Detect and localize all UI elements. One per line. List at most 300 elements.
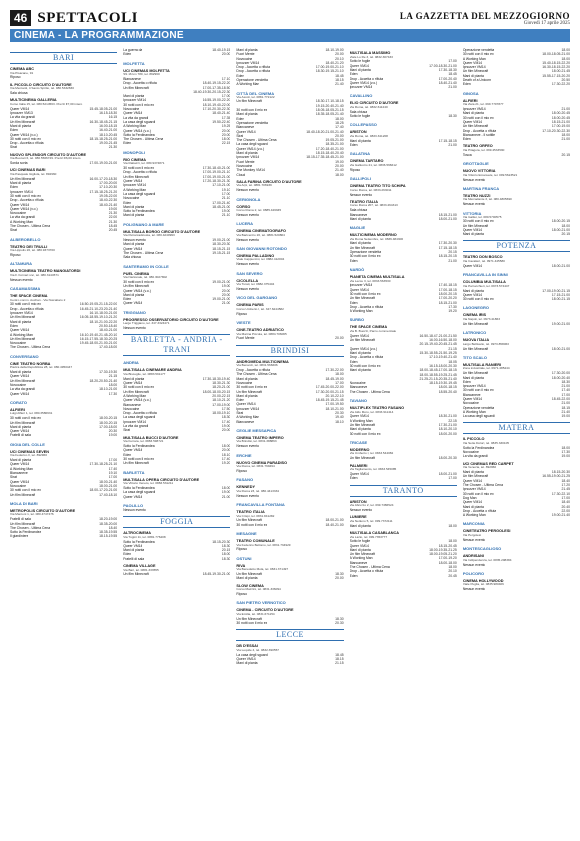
film-title: Queer VM14	[462, 119, 483, 124]
showtimes: 21.40	[335, 168, 344, 173]
cinema-name: MULTICINEMA GALLERIA	[10, 98, 57, 103]
cinema-address: Via Brindisi, tel. 0831.388863	[236, 439, 277, 444]
film-title: 30 notti con il mio ex	[236, 522, 268, 527]
film-title: The Chosen - Ultima Cena	[10, 525, 51, 530]
showtimes: 17.00	[221, 191, 231, 196]
film-title: Queer VM14	[123, 111, 143, 116]
cinema-name: KENNEDY	[236, 485, 255, 490]
showtimes: 18.05-18.05-21.15	[315, 108, 344, 113]
screening-row	[350, 217, 457, 221]
film-title: Queer VM14	[349, 543, 369, 548]
film-title: Drop - Accetta o rifiuta	[349, 76, 384, 81]
showtimes: 20.00	[335, 163, 344, 168]
showtimes: 18.00-21.00	[325, 518, 344, 523]
showtimes: 18.45	[448, 72, 457, 77]
town-heading: TITO SCALO	[462, 354, 487, 360]
film-title: Mani di pianta	[462, 504, 484, 509]
film-title: Un film Minecraft	[10, 420, 36, 425]
showtimes: 18.00	[335, 116, 344, 121]
cinema-address: Via Crispi, tel. 0831.841282	[236, 513, 275, 518]
showtimes: 18.45-19.30-21.00	[202, 572, 231, 577]
showtimes: 18.00	[221, 552, 231, 557]
film-title: Mani di pianta	[462, 232, 484, 237]
showtimes: 21.30	[108, 145, 118, 150]
film-title: A Working Man	[123, 187, 147, 192]
showtimes: 18.20-19.00	[99, 517, 118, 522]
film-title: Nessun evento	[236, 237, 260, 242]
film-title: Queer VM14	[349, 414, 369, 419]
showtimes: 20.00	[335, 576, 344, 581]
film-title: Eden	[10, 128, 18, 133]
film-title: 30 notti con il mio ex	[123, 166, 155, 171]
listing-column	[350, 48, 457, 838]
screening-row	[463, 414, 570, 418]
film-title: Drop - Accetta o rifiuta	[462, 128, 497, 133]
film-title: Nessun evento	[236, 212, 260, 217]
film-title: The Chosen - Ultima Cena	[462, 483, 503, 488]
film-title: Queer VM14	[123, 381, 143, 386]
city-heading: BARI	[10, 52, 117, 64]
film-title: Drop - Accetta o rifiuta	[10, 198, 44, 203]
cinema-address: Via Ferrara, tel. 0883.598721	[123, 439, 164, 444]
town-heading: MONTESCAGLIOSO	[462, 546, 502, 552]
town-heading: MAGLIE	[349, 225, 366, 231]
cinema-address: Via Indipendenza, tel. 0835.208384	[462, 557, 512, 562]
film-title: Sala chiusa	[10, 91, 28, 96]
showtimes: 17.40-18.15	[438, 283, 457, 288]
showtimes: 19.00-21.00	[212, 297, 231, 302]
screening-row	[236, 312, 343, 316]
showtimes: 18.00-21.00	[551, 227, 571, 232]
city-heading: BRINDISI	[236, 345, 343, 357]
film-title: Mani di pianta	[349, 427, 371, 432]
showtimes: 19.05-21.00	[325, 138, 344, 143]
screening-row	[463, 322, 570, 326]
showtimes: 16.15-17.55-18.30-20.25	[79, 336, 118, 341]
showtimes: 20.00	[335, 336, 344, 341]
listing-column	[10, 48, 117, 838]
showtimes: 18.25	[335, 120, 344, 125]
film-title: Nessun evento	[349, 192, 373, 197]
film-title: Ipnozzer VM14	[349, 85, 373, 90]
showtimes: 21.00	[561, 401, 571, 406]
showtimes: 18.35-21.00	[325, 142, 344, 147]
film-title: Riposo	[349, 167, 361, 172]
screening-row	[123, 326, 230, 330]
showtimes: 17.30-21.00	[438, 422, 457, 427]
showtimes: 21.15	[335, 661, 344, 666]
film-title: Queer VM14 (v.o.)	[123, 398, 151, 403]
cinema-name: THE SPACE CINEMA	[349, 325, 388, 330]
showtimes: 18.10	[335, 419, 344, 424]
showtimes: 18.20-20.50-21.40	[89, 378, 118, 383]
film-title: Queer VM14	[236, 129, 256, 134]
cinema-address: Via Lippolis 26, tel. 080.9373700	[10, 248, 55, 253]
screening-row	[236, 188, 343, 192]
cinema-name: MULTICINEMA MODERNO	[349, 233, 397, 238]
film-title: Mani di pianta	[462, 375, 484, 380]
town-heading: ANDRIA	[123, 360, 139, 366]
showtimes: 17.30	[108, 391, 118, 396]
film-title: Biancaneve	[349, 560, 368, 565]
cinema-name: ALFIERI	[462, 98, 478, 103]
town-heading: CITTÀ DEL CINEMA	[236, 90, 275, 96]
showtimes: 18.45	[335, 652, 344, 657]
film-title: Nessun evento	[462, 562, 486, 567]
showtimes: 18.00-20.15	[438, 291, 457, 296]
film-title: Mani di pianta	[349, 67, 371, 72]
cinema-name: TEATRO DON BOSCO	[462, 255, 503, 260]
listing-columns	[10, 48, 570, 838]
town-heading: CAVALLINO	[349, 93, 373, 99]
screening-row	[236, 494, 343, 498]
screening-row	[350, 456, 457, 460]
film-title: Sirat	[236, 133, 244, 138]
screening-row	[463, 513, 570, 517]
showtimes: 20.15	[561, 232, 571, 237]
film-title: 30 notti con il mio ex	[10, 416, 41, 421]
cinema-address: Zona industriale, tel. 0971.485444	[462, 366, 510, 371]
film-title: Novocaine	[123, 196, 140, 201]
film-title: Mani di pianta	[462, 73, 484, 78]
showtimes: 17.00	[448, 476, 457, 481]
film-title: A Working Man	[462, 513, 486, 518]
showtimes: 18.00-17.20-21.00	[89, 488, 118, 493]
film-title: La casa degli sguardi	[236, 652, 269, 657]
showtimes: 18.40-21.40	[212, 111, 231, 116]
showtimes: 17.00-18.30-21.00	[429, 63, 457, 68]
cinema-name: COLUMBIA MULTISALA	[462, 280, 506, 285]
film-title: Dog Man	[462, 495, 477, 500]
film-title: Un film Minecraft	[123, 389, 149, 394]
town-heading: CORATO	[10, 399, 27, 405]
film-title: A Working Man	[462, 56, 486, 61]
showtimes: 19.25	[221, 124, 231, 129]
film-title: Tosca	[462, 152, 472, 157]
film-title: Un film Minecraft	[123, 284, 149, 289]
film-title: Sirat	[10, 145, 17, 150]
showtimes: 18.00	[335, 372, 344, 377]
showtimes: 18.10-21.00-22.20	[89, 319, 118, 324]
town-heading: ALTAMURA	[10, 261, 33, 267]
town-heading: GALATINA	[349, 151, 370, 157]
showtimes: 18.00-20.15	[99, 420, 118, 425]
screening-row	[236, 621, 343, 625]
screening-row	[236, 661, 343, 665]
film-title: Biancaneve	[123, 402, 141, 407]
film-title: Drop - Accetta o rifiuta	[123, 81, 157, 86]
cinema-address: Corso Roma 2, tel. 0885.426945	[236, 208, 282, 213]
film-title: Drop - Accetta o rifiuta	[236, 368, 270, 373]
showtimes: 20.30	[335, 620, 344, 625]
film-title: Riposo	[10, 253, 21, 258]
screening-row	[10, 91, 117, 95]
cinema-name: ELIO CIRCUITO D'AUTORE	[349, 101, 399, 106]
showtimes: 21.00	[561, 137, 571, 142]
film-title: The Monkey VM14	[236, 168, 265, 173]
showtimes: 18.00	[561, 48, 571, 52]
film-title: Queer VM14	[10, 328, 30, 333]
showtimes: 22.00	[108, 215, 118, 220]
screening-row	[350, 508, 457, 512]
film-title: 30 notti con il mio ex	[10, 488, 41, 493]
showtimes: 18.15	[335, 78, 344, 83]
film-title: Un film Minecraft	[236, 518, 262, 523]
cinema-address: Largo Bellisario, tel. 0973.858063	[462, 341, 509, 346]
film-title: Drop - Accetta o rifiuta	[349, 569, 384, 574]
film-title: 30 notti con il mio ex	[123, 456, 155, 461]
film-title: Queer VM14	[462, 263, 483, 268]
cinema-address: Corso Roma 207, tel. 0833.264313	[349, 203, 398, 208]
film-title: 30 notti con il mio ex	[349, 363, 381, 368]
showtimes: 18.20-21.00	[212, 385, 231, 390]
cinema-address: Via Ascoli, tel. 0881.772122	[236, 94, 275, 99]
film-title: Mani di pianta	[236, 376, 258, 381]
town-heading: MOLFETTA	[123, 60, 145, 66]
showtimes: 17.00-19.20	[438, 556, 457, 561]
showtimes: 17.10-21.00	[212, 183, 231, 188]
film-title: Drop - Accetta o rifiuta	[10, 306, 44, 311]
showtimes: 16.15-18.30	[99, 111, 118, 116]
cinema-address: Via Federico II, tel. 892960	[10, 453, 47, 458]
showtimes: 20.45	[448, 573, 457, 578]
showtimes: 17.10	[221, 76, 231, 81]
screening-row	[123, 495, 230, 499]
cinema-address: Via Abruzzo 2, tel. 099.7386524	[349, 503, 394, 508]
screening-row	[123, 557, 230, 561]
showtimes: 18.15	[561, 405, 571, 410]
showtimes: 17.15-18.15	[438, 245, 457, 250]
showtimes: 21.45	[561, 487, 571, 492]
cinema-address: Via Nettuno 5, tel. 099.7372111	[349, 518, 393, 523]
cinema-address: Via Venezia, tel. 892960	[462, 465, 497, 470]
cinema-address: Via Roma, tel. 0831.769494	[236, 464, 275, 469]
showtimes: 20.00	[221, 288, 231, 293]
screening-row	[123, 428, 230, 432]
cinema-address: Via Roma Settembre, tel. 0836.484300	[349, 236, 404, 241]
film-title: Queer VM14	[462, 397, 483, 401]
film-title: Un film Minecraft	[462, 69, 489, 74]
film-title: Sotto le foglie	[349, 539, 371, 544]
film-title: Eden	[462, 137, 471, 142]
film-title: Mani di pianta	[10, 458, 32, 463]
showtimes: 18.00	[221, 137, 231, 142]
showtimes: 18.35-19.55	[99, 530, 118, 535]
showtimes: 18.00-21.00	[551, 263, 571, 268]
cinema-name: UCI CINEMAS RED CARPET	[462, 461, 514, 466]
film-title: Mani di pianta	[349, 523, 371, 528]
screening-row	[463, 153, 570, 157]
film-title: Novocaine	[236, 56, 253, 61]
cinema-name: LUMIERE	[349, 515, 367, 520]
showtimes: 17.30-22.00	[325, 368, 344, 373]
showtimes: 18.00-18.55-19.25-21.45	[419, 372, 457, 377]
screening-row	[463, 202, 570, 206]
film-title: Biancaneve	[349, 385, 368, 390]
cinema-name: CINEMA VILLAGE	[123, 564, 156, 568]
page-header	[10, 8, 570, 28]
film-title: Eden	[462, 379, 471, 384]
film-title: Eden	[349, 573, 358, 578]
cinema-address: Via Galluccio 21, tel. 0836.566612	[349, 163, 397, 168]
town-heading: VIESTE	[236, 319, 251, 325]
film-title: A Working Man	[349, 556, 373, 561]
showtimes: 17.40-18.00	[99, 345, 118, 350]
town-heading: COLLEPASSO	[349, 122, 377, 128]
film-title: Eden	[123, 297, 132, 302]
cinema-address: Via B. Buozzi, Parco commerciale	[349, 329, 397, 334]
film-title: Cloud	[236, 172, 246, 177]
film-title: Un film Minecraft	[349, 552, 376, 557]
cinema-name: ARISTON	[349, 499, 367, 504]
town-heading: FRANCAVILLA IN SINNI	[462, 272, 508, 278]
cinema-name: MULTISALA RANIERI	[462, 362, 501, 367]
screening-row	[350, 193, 457, 197]
cinema-address: Via F. Fornari snc, tel. 080.3144571	[10, 272, 59, 277]
screening-row	[463, 538, 570, 542]
showtimes: 18.30-17.10-18.15	[315, 99, 344, 104]
showtimes: 16.30-18.45-21.15	[89, 119, 118, 124]
cinema-name: MULTICINEMA TEATRO MANGIATORDI	[10, 269, 81, 274]
showtimes: 21.25-21.15-20.35-21.40	[419, 376, 457, 381]
cinema-address: Via Lequile 4, tel. 0832.390557	[236, 647, 280, 652]
showtimes: 16.55-19.00-22.20	[202, 98, 231, 103]
showtimes: 17.00-19.50	[325, 402, 344, 407]
screening-row	[350, 168, 457, 172]
town-heading: SAN PIETRO VERNOTICO	[236, 600, 286, 606]
cinema-name: CINEMA TEATRO TITO SCHIPA	[349, 184, 406, 189]
showtimes: 18.15-18.40-20.40	[315, 151, 344, 156]
screening-row	[236, 262, 343, 266]
showtimes: 19.00-21.00	[212, 238, 231, 243]
film-title: Queer VM14	[349, 63, 369, 68]
showtimes: 17.00	[561, 495, 571, 500]
showtimes: 18.10-19.00	[325, 48, 344, 52]
film-title: Queer VM14 (v.o.)	[349, 80, 378, 85]
film-title: Mani di pianta	[10, 319, 32, 324]
film-title: Nessun evento	[462, 537, 486, 542]
film-title: Riposo	[236, 468, 247, 473]
film-title: Sirat	[10, 228, 17, 233]
showtimes: 21.15	[448, 346, 457, 351]
cinema-address: Piazza della Repubblica 28, tel. 080.4950447	[10, 365, 73, 370]
page-number: 46	[10, 10, 31, 26]
cinema-address: Via Sette Dolori, tel. 0835.330105	[462, 441, 510, 446]
film-title: Operazione vendetta	[349, 250, 382, 255]
showtimes: 16.10-19.40-21.45-20.10	[79, 332, 118, 337]
film-title: Mani di pianta	[10, 181, 32, 186]
film-title: Sotto la Ferdinandea	[123, 132, 155, 137]
film-title: Operazione vendetta	[236, 78, 268, 83]
town-heading: FRANCAVILLA FONTANA	[236, 501, 285, 507]
showtimes: 22.15	[221, 141, 231, 146]
town-heading: SAN GIOVANNI ROTONDO	[236, 245, 287, 251]
cinema-address: Via Bisceglie, tel. 0883.591177	[123, 372, 166, 377]
showtimes: 17.00	[108, 475, 118, 480]
cinema-name: CINEMA PARIS	[236, 303, 264, 308]
film-title: Eden	[10, 185, 18, 190]
film-title: Sirat	[123, 428, 131, 433]
programming-band: CINEMA - LA PROGRAMMAZIONE	[10, 29, 570, 42]
showtimes: 16.00-16.50-18.00	[429, 338, 457, 343]
film-title: Sirat	[10, 475, 17, 480]
town-heading: ALBEROBELLO	[10, 236, 41, 242]
showtimes: 18.30	[561, 379, 571, 384]
showtimes: 18.15-20.15	[438, 254, 457, 259]
screening-row	[123, 52, 230, 56]
showtimes: 18.45	[108, 224, 118, 229]
film-title: Mani di pianta	[462, 470, 484, 475]
screening-row	[463, 82, 570, 86]
showtimes: 17.00-20.00	[99, 181, 118, 186]
film-title: Un film Minecraft	[236, 99, 262, 104]
showtimes: 18.10-21.20	[212, 398, 231, 403]
cinema-address: Viale Cappuccini, tel. 0882.412004	[236, 257, 285, 262]
cinema-address: Via Pisacane, 91	[10, 70, 34, 75]
film-title: Sirat	[236, 410, 244, 415]
screening-row	[463, 178, 570, 182]
film-title: La casa degli sguardi	[236, 142, 269, 147]
showtimes: 21.40	[561, 409, 571, 414]
cinema-name: TEATRO DEI TRULLI	[10, 244, 48, 249]
screening-row	[350, 114, 457, 118]
film-title: Fuori Mente	[236, 159, 255, 164]
town-heading: TAVIANO	[349, 397, 368, 403]
newspaper-page	[10, 0, 570, 841]
film-title: Ipnozzer VM14	[462, 65, 486, 70]
film-title: Ipnozzer VM13	[10, 111, 33, 116]
showtimes: 19.40	[335, 415, 344, 420]
film-title: The Chosen - Ultima Cena	[10, 345, 51, 350]
film-title: Eden	[349, 476, 358, 481]
showtimes: 19.00-21.00	[551, 321, 571, 326]
cinema-name: ANDROMEDA MULTICINEMA	[236, 359, 289, 364]
showtimes: 19.20	[221, 461, 231, 466]
showtimes: 16.45-21.10-23.20-21.40	[79, 306, 118, 311]
cinema-name: ALTROCINEMA	[123, 531, 151, 536]
showtimes: 20.00	[221, 132, 231, 137]
showtimes: 18.40-19.30-20.15-22.30	[193, 89, 231, 94]
showtimes: 18.00-18.00	[438, 560, 457, 565]
film-title: Un film Minecraft	[123, 174, 149, 179]
showtimes: 18.35-18.05-21.40	[315, 112, 344, 117]
town-heading: MONOPOLI	[123, 149, 145, 155]
showtimes: 18.15-20.45	[438, 543, 457, 548]
town-heading: LATRONICO	[462, 330, 487, 336]
town-heading: MARTINA FRANCA	[462, 185, 500, 191]
town-heading: OSTUNI	[236, 555, 252, 561]
film-title: Eden	[10, 323, 18, 328]
showtimes: 18.00	[561, 223, 571, 228]
film-title: La casa degli sguardi	[123, 490, 156, 495]
showtimes: 17.40	[561, 388, 571, 393]
showtimes: 17.40	[108, 466, 118, 471]
film-title: 30 notti con il mio ex	[462, 52, 494, 57]
showtimes: 17.00	[335, 380, 344, 385]
film-title: La vita da grandi	[123, 424, 149, 429]
showtimes: 18.30-19.15-21.10	[315, 69, 344, 74]
showtimes: 18.15-21.15	[212, 246, 231, 251]
showtimes: 18.00-18.45-17.00-18.15	[419, 368, 457, 373]
showtimes: 20.15	[448, 250, 457, 255]
showtimes: 19.00-21.40	[551, 513, 571, 518]
showtimes: 18.35-20.00	[99, 521, 118, 526]
film-title: La vita da grandi	[10, 215, 36, 220]
showtimes: 18.40-21.40	[99, 202, 118, 207]
showtimes: 17.00	[221, 94, 231, 99]
screening-row	[123, 255, 230, 259]
film-title: Mani di pianta	[10, 123, 32, 128]
